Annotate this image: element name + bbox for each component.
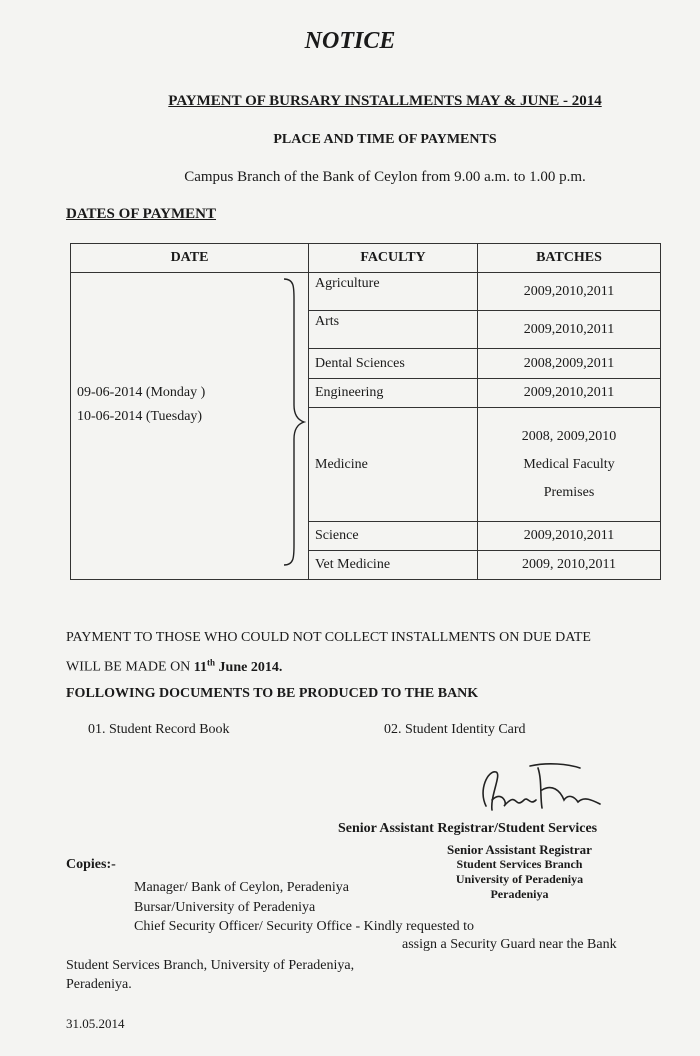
batches-cell: 2009,2010,2011 <box>478 379 661 408</box>
official-stamp <box>447 842 592 902</box>
faculty-cell: Medicine <box>309 408 478 522</box>
copy-recipient: Manager/ Bank of Ceylon, Peradeniya <box>134 880 349 895</box>
header-batches: BATCHES <box>478 244 661 273</box>
batches-cell <box>478 408 661 522</box>
date-cell <box>71 273 309 580</box>
table-row <box>71 273 661 311</box>
faculty-cell: Arts <box>309 311 478 349</box>
late-payment-suffix-sup: th <box>207 657 216 667</box>
copies-label: Copies:- <box>66 857 116 872</box>
stamp-line: Peradeniya <box>490 887 549 901</box>
late-payment-date <box>66 657 282 676</box>
address-line: Student Services Branch, University of Peradeniya, <box>66 958 355 973</box>
late-payment-day: 11 <box>193 659 208 675</box>
batches-cell: 2009,2010,2011 <box>478 273 661 311</box>
dates-title: DATES OF PAYMENT <box>66 206 217 222</box>
stamp-line: Student Services Branch <box>456 857 583 871</box>
stamp-line: Senior Assistant Registrar <box>447 842 592 857</box>
copy-recipient: Chief Security Officer/ Security Office - Kindly requested to <box>134 919 475 934</box>
faculty-cell: Dental Sciences <box>309 349 478 379</box>
address-line: Peradeniya. <box>66 977 132 992</box>
batches-line: Medical Faculty <box>523 456 615 472</box>
header-faculty: FACULTY <box>309 244 478 273</box>
table-header-row <box>71 244 661 273</box>
signature-icon <box>468 760 618 822</box>
place-time-heading: PLACE AND TIME OF PAYMENTS <box>273 132 497 147</box>
batches-cell: 2008,2009,2011 <box>478 349 661 379</box>
document-date: 31.05.2014 <box>66 1016 125 1031</box>
copy-recipient: assign a Security Guard near the Bank <box>402 937 617 952</box>
batches-cell: 2009,2010,2011 <box>478 522 661 551</box>
copy-recipient: Bursar/University of Peradeniya <box>134 900 316 915</box>
faculty-cell: Engineering <box>309 379 478 408</box>
late-payment-month: June 2014. <box>215 659 283 675</box>
faculty-cell: Science <box>309 522 478 551</box>
documents-heading: FOLLOWING DOCUMENTS TO BE PRODUCED TO THE BANK <box>66 686 479 701</box>
batches-line: Premises <box>543 484 595 500</box>
stamp-line: University of Peradeniya <box>455 872 584 886</box>
faculty-cell: Vet Medicine <box>309 551 478 580</box>
faculty-cell: Agriculture <box>309 273 478 311</box>
date-item: 10-06-2014 (Tuesday) <box>77 409 203 424</box>
signer-title: Senior Assistant Registrar/Student Services <box>338 821 598 836</box>
late-payment-prefix: WILL BE MADE ON <box>66 659 194 675</box>
curly-brace-icon <box>282 277 306 567</box>
date-list <box>77 381 205 429</box>
late-payment-text: PAYMENT TO THOSE WHO COULD NOT COLLECT INSTALLMENTS ON DUE DATE <box>66 630 591 645</box>
batches-cell: 2009, 2010,2011 <box>478 551 661 580</box>
document-item: 01. Student Record Book <box>88 722 230 737</box>
payment-table <box>70 243 661 580</box>
branch-text: Campus Branch of the Bank of Ceylon from 9.00 a.m. to 1.00 p.m. <box>184 169 586 185</box>
notice-title: NOTICE <box>304 28 396 54</box>
header-date: DATE <box>71 244 309 273</box>
payment-heading: PAYMENT OF BURSARY INSTALLMENTS MAY & JUNE - 2014 <box>168 93 602 109</box>
batches-line: 2008, 2009,2010 <box>521 428 617 444</box>
date-item: 09-06-2014 (Monday ) <box>77 385 206 400</box>
batches-cell: 2009,2010,2011 <box>478 311 661 349</box>
document-item: 02. Student Identity Card <box>384 722 526 737</box>
